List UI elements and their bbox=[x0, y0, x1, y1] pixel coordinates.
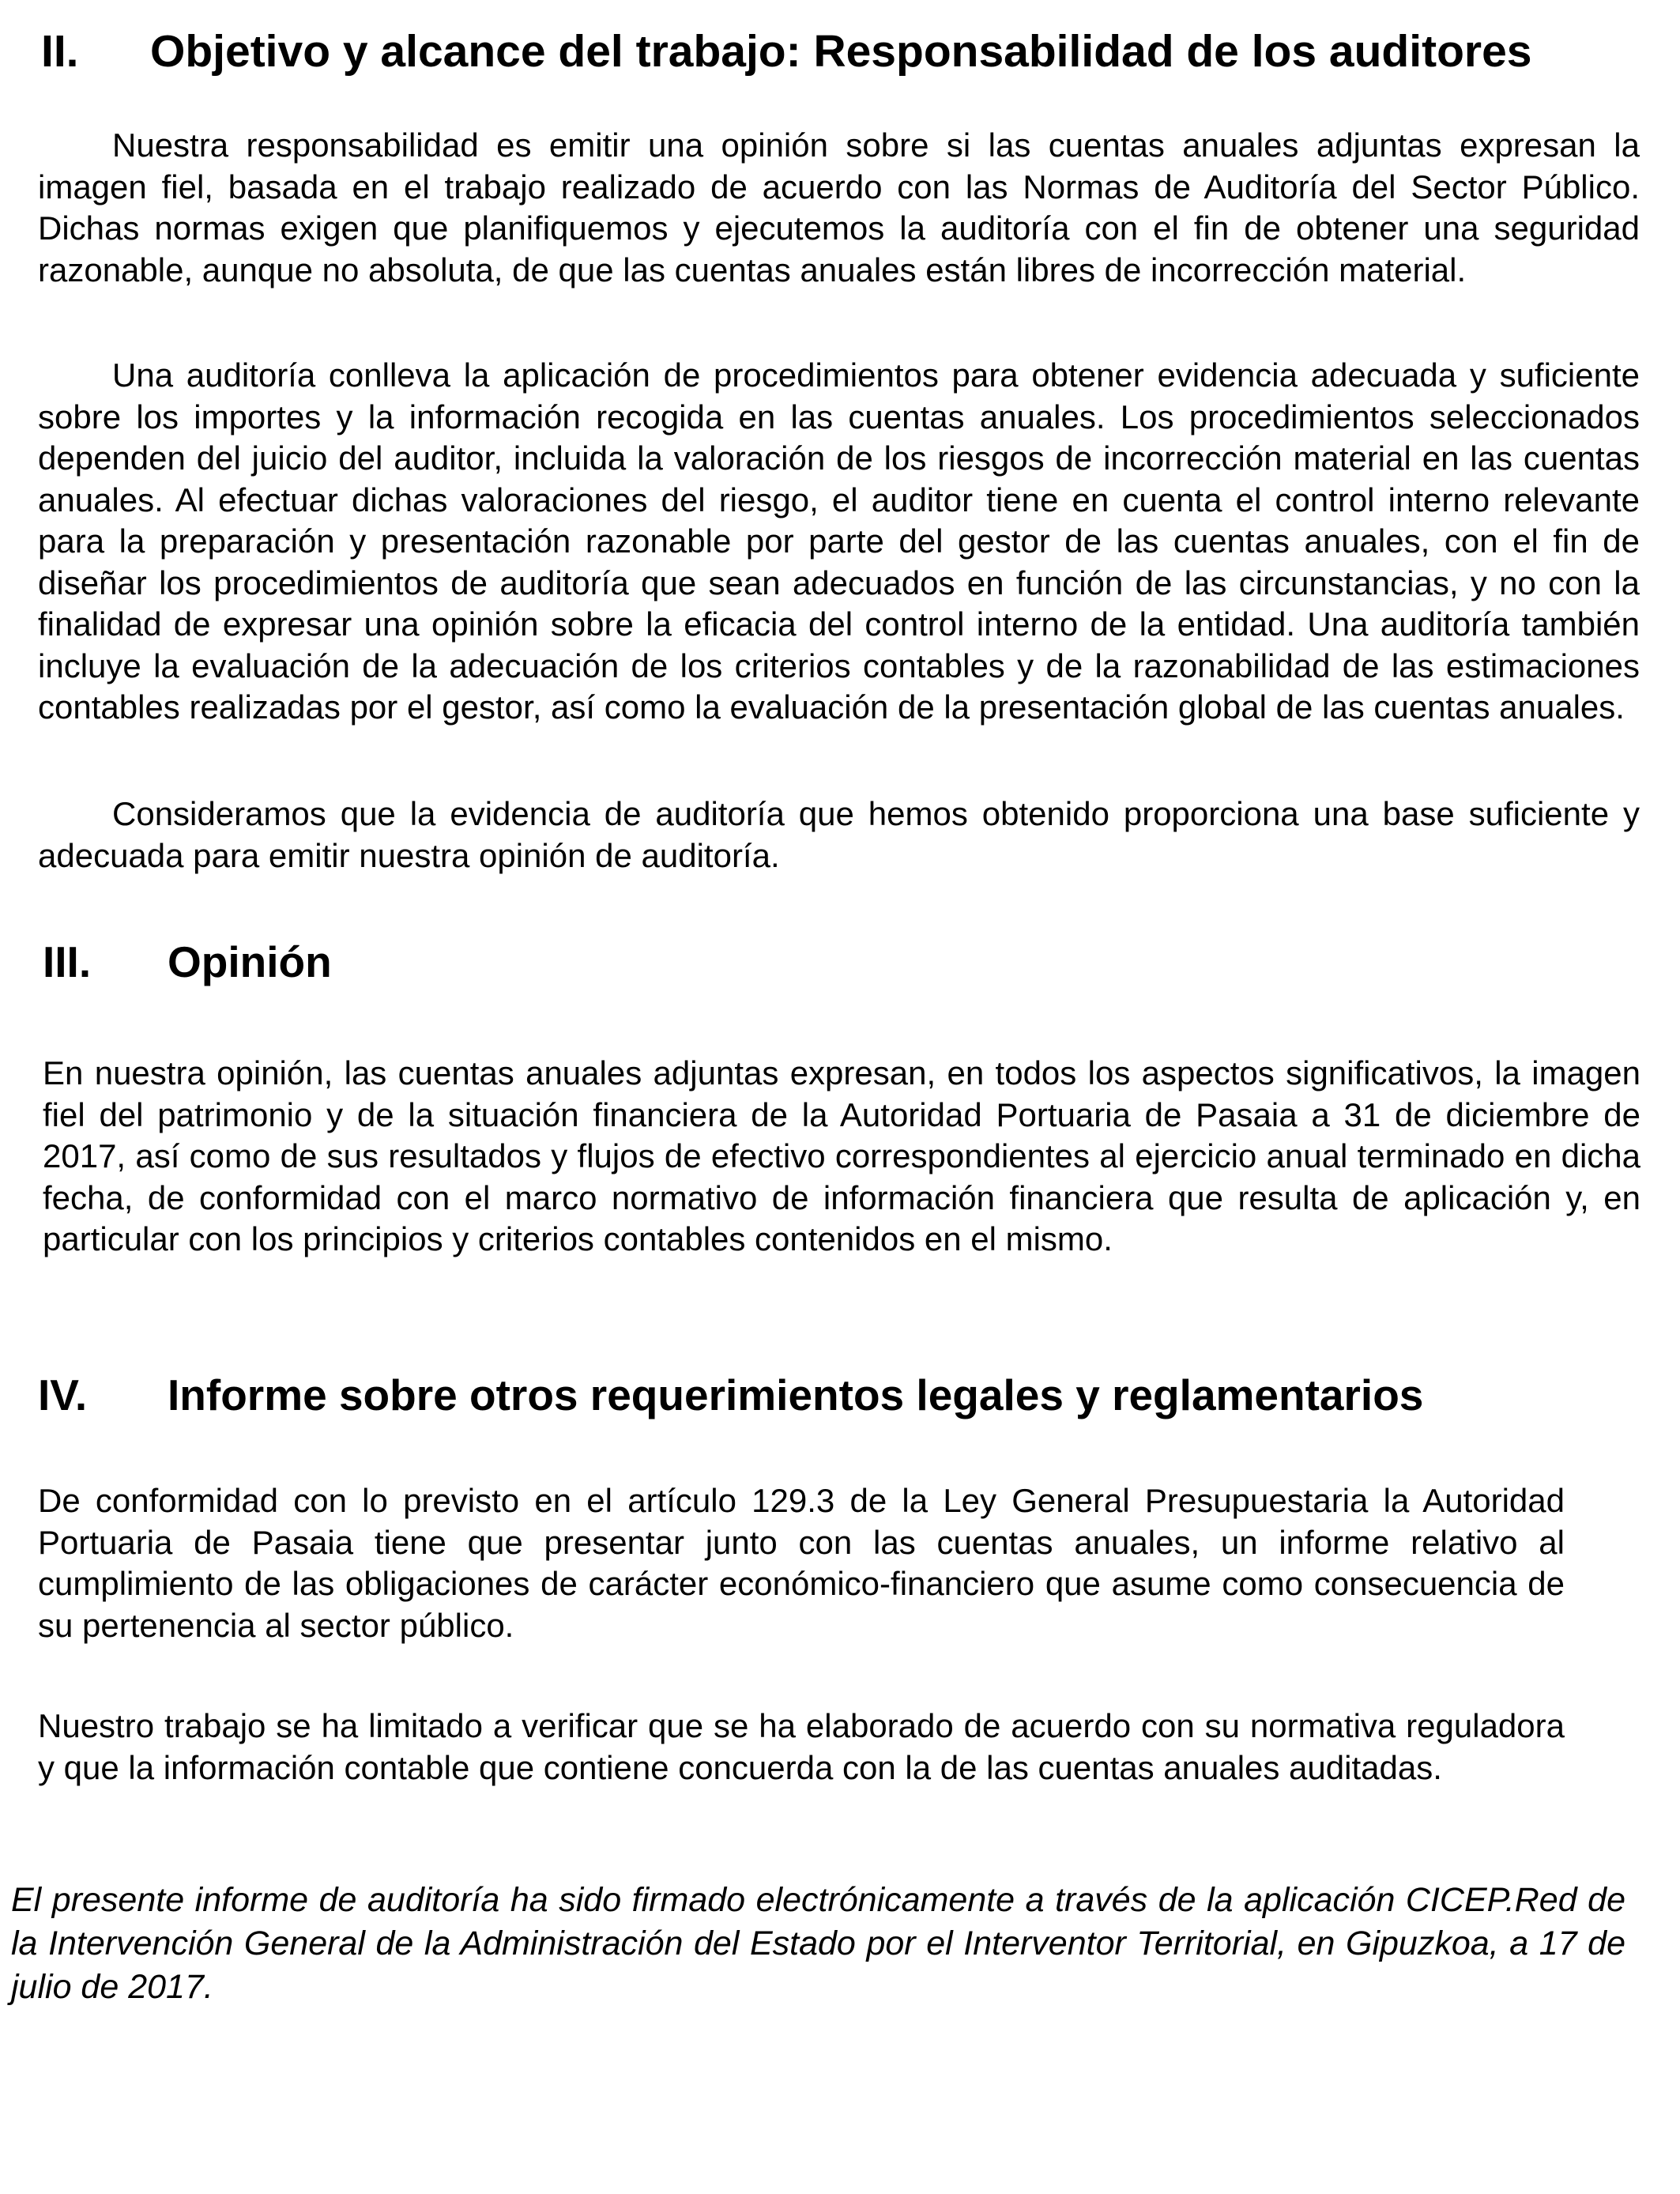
section-iv-number: IV. bbox=[38, 1370, 88, 1419]
section-ii-heading bbox=[41, 24, 1531, 79]
section-iii-paragraph-1: En nuestra opinión, las cuentas anuales adjuntas expresan, en todos los aspectos significativos, la imagen fiel del patrimonio y de la situación financiera de la Autoridad Portuaria de Pasaia a 31 de diciembre de 2017, así como de sus resultados y flujos de efectivo correspondientes al ejercicio anual terminado en dicha fecha, de conformidad con el marco normativo de información financiera que resulta de aplicación y, en particular con los principios y criterios contables contenidos en el mismo. bbox=[43, 1054, 1640, 1257]
section-iii-heading bbox=[43, 934, 332, 990]
section-iii-title: Opinión bbox=[168, 937, 332, 986]
section-iii-number: III. bbox=[43, 937, 92, 986]
section-ii-title: Objetivo y alcance del trabajo: Responsabilidad de los auditores bbox=[150, 26, 1532, 77]
section-ii-number: II. bbox=[41, 26, 79, 77]
section-iv-heading bbox=[38, 1367, 1423, 1423]
section-ii-paragraph-3: Consideramos que la evidencia de auditoría que hemos obtenido proporciona una base suficiente y adecuada para emitir nuestra opinión de auditoría. bbox=[38, 795, 1640, 874]
section-ii-paragraph-2: Una auditoría conlleva la aplicación de procedimientos para obtener evidencia adecuada y suficiente sobre los importes y la información recogida en las cuentas anuales. Los procedimientos seleccionados dependen del juicio del auditor, incluida la valoración de los riesgos de incorrección material en las cuentas anuales. Al efectuar dichas valoraciones del riesgo, el auditor tiene en cuenta el control interno relevante para la preparación y presentación razonable por parte del gestor de las cuentas anuales, con el fin de diseñar los procedimientos de auditoría que sean adecuados en función de las circunstancias, y no con la finalidad de expresar una opinión sobre la eficacia del control interno de la entidad. Una auditoría también incluye la evaluación de la adecuación de los criterios contables y de la razonabilidad de las estimaciones contables realizadas por el gestor, así como la evaluación de la presentación global de las cuentas anuales. bbox=[38, 356, 1640, 726]
section-ii-paragraph-1: Nuestra responsabilidad es emitir una opinión sobre si las cuentas anuales adjuntas expresan la imagen fiel, basada en el trabajo realizado de acuerdo con las Normas de Auditoría del Sector Público. Dichas normas exigen que planifiquemos y ejecutemos la auditoría con el fin de obtener una seguridad razonable, aunque no absoluta, de que las cuentas anuales están libres de incorrección material. bbox=[38, 126, 1640, 288]
section-iv-title: Informe sobre otros requerimientos legales y reglamentarios bbox=[168, 1370, 1424, 1419]
signature-note: El presente informe de auditoría ha sido firmado electrónicamente a través de la aplicación CICEP.Red de la Intervención General de la Administración del Estado por el Interventor Territorial, en Gipuzkoa, a 17 de julio de 2017. bbox=[11, 1881, 1625, 2006]
section-iv-paragraph-2: Nuestro trabajo se ha limitado a verificar que se ha elaborado de acuerdo con su normativa reguladora y que la información contable que contiene concuerda con la de las cuentas anuales auditadas. bbox=[38, 1707, 1565, 1786]
section-iv-paragraph-1: De conformidad con lo previsto en el artículo 129.3 de la Ley General Presupuestaria la Autoridad Portuaria de Pasaia tiene que presentar junto con las cuentas anuales, un informe relativo al cumplimiento de las obligaciones de carácter económico-financiero que asume como consecuencia de su pertenencia al sector público. bbox=[38, 1482, 1565, 1644]
